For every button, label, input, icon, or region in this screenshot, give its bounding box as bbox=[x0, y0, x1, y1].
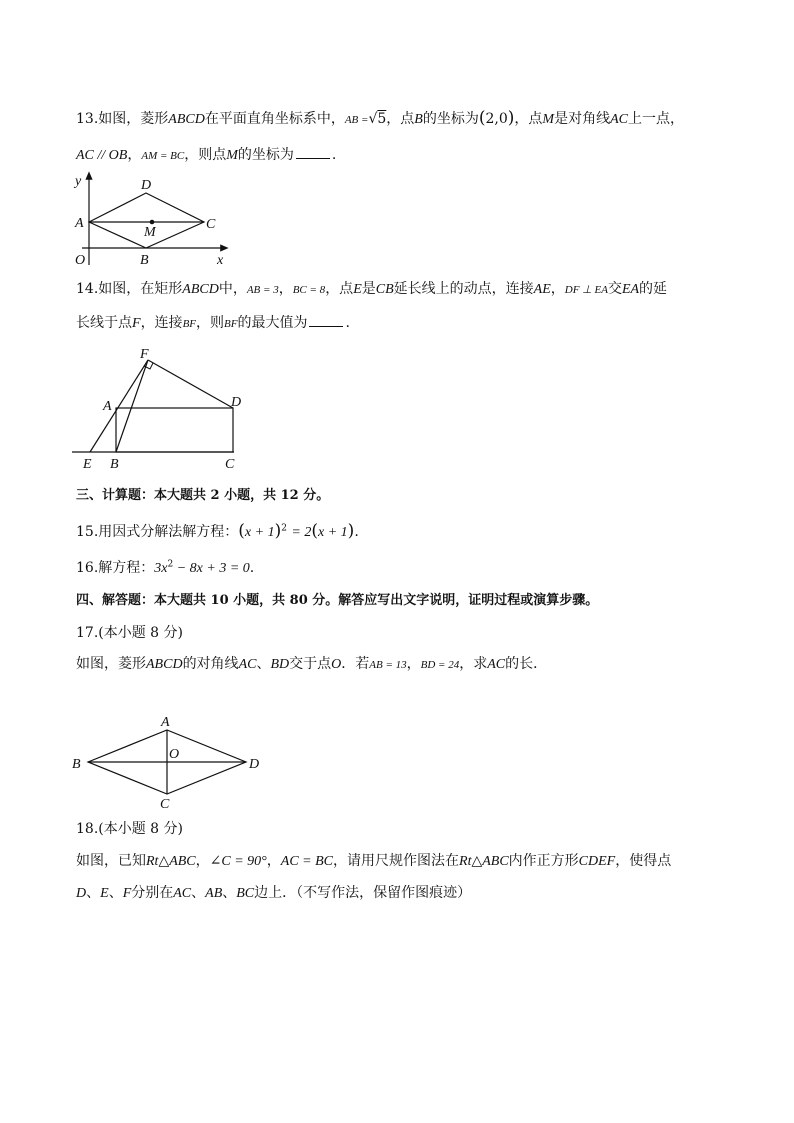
q13-rhombus-figure bbox=[70, 170, 240, 270]
section-3-heading: 三、计算题：本大题共 2 小题，共 12 分。 bbox=[76, 488, 330, 503]
q14-line2: 长线于点F，连接BF，则BF的最大值为 . bbox=[76, 312, 726, 334]
label-b: B bbox=[72, 757, 81, 772]
label-c: C bbox=[206, 217, 216, 232]
q14-rectangle-figure bbox=[70, 340, 260, 475]
label-b: B bbox=[110, 457, 119, 472]
label-a: A bbox=[75, 216, 84, 231]
label-y: y bbox=[75, 174, 82, 189]
label-m: M bbox=[144, 225, 156, 240]
label-a: A bbox=[103, 399, 112, 414]
q18-heading: 18.(本小题 8 分) bbox=[76, 821, 183, 837]
label-c: C bbox=[225, 457, 235, 472]
segment-df bbox=[148, 360, 233, 408]
label-f: F bbox=[140, 347, 149, 362]
section-4-heading: 四、解答题：本大题共 10 小题，共 80 分。解答应写出文字说明，证明过程或演算步骤。 bbox=[76, 593, 599, 608]
answer-blank[interactable] bbox=[296, 144, 330, 159]
label-o: O bbox=[169, 747, 180, 762]
rectangle-abcd bbox=[116, 408, 233, 452]
label-d: D bbox=[249, 757, 260, 772]
label-a: A bbox=[161, 715, 170, 730]
label-d: D bbox=[141, 178, 152, 193]
label-d: D bbox=[231, 395, 242, 410]
q18-line2: D、E、F分别在AC、AB、BC边上．（不写作法，保留作图痕迹） bbox=[76, 885, 472, 901]
q15-line: 15.用因式分解法解方程：$(x + 1)^2 = 2(x + 1)$. bbox=[76, 521, 359, 541]
answer-blank[interactable] bbox=[309, 312, 343, 327]
label-b: B bbox=[140, 253, 149, 268]
label-c: C bbox=[160, 797, 170, 812]
q13-line1: 13.如图，菱形ABCD在平面直角坐标系中，AB =√5，点B的坐标为(2,0)，点M是对角线AC上一点， bbox=[76, 108, 684, 128]
point-m bbox=[150, 220, 155, 225]
q14-line1: 14.如图，在矩形ABCD中，AB = 3，BC = 8，点E是CB延长线上的动点，连接AE，DF ⊥ EA交EA的延 bbox=[76, 281, 668, 297]
q18-line1: 如图，已知Rt△ABC，∠C = 90°，AC = BC，请用尺规作图法在Rt△ABC内作正方形CDEF，使得点 bbox=[76, 853, 672, 869]
q17-line: 如图，菱形ABCD的对角线AC、BD交于点O．若AB = 13，BD = 24，求AC的长． bbox=[76, 656, 548, 672]
q17-rhombus-figure bbox=[70, 708, 270, 812]
sqrt-symbol: √ bbox=[368, 111, 378, 127]
label-x: x bbox=[217, 253, 224, 268]
label-o: O bbox=[75, 253, 86, 268]
q17-heading: 17.(本小题 8 分) bbox=[76, 625, 183, 641]
segment-ef bbox=[90, 360, 148, 452]
q13-line2: AC // OB，AM = BC，则点M的坐标为 . bbox=[76, 144, 726, 166]
label-e: E bbox=[83, 457, 92, 472]
segment-bf bbox=[116, 360, 148, 452]
q16-line: 16.解方程：$3x^2 - 8x + 3 = 0$. bbox=[76, 559, 255, 576]
